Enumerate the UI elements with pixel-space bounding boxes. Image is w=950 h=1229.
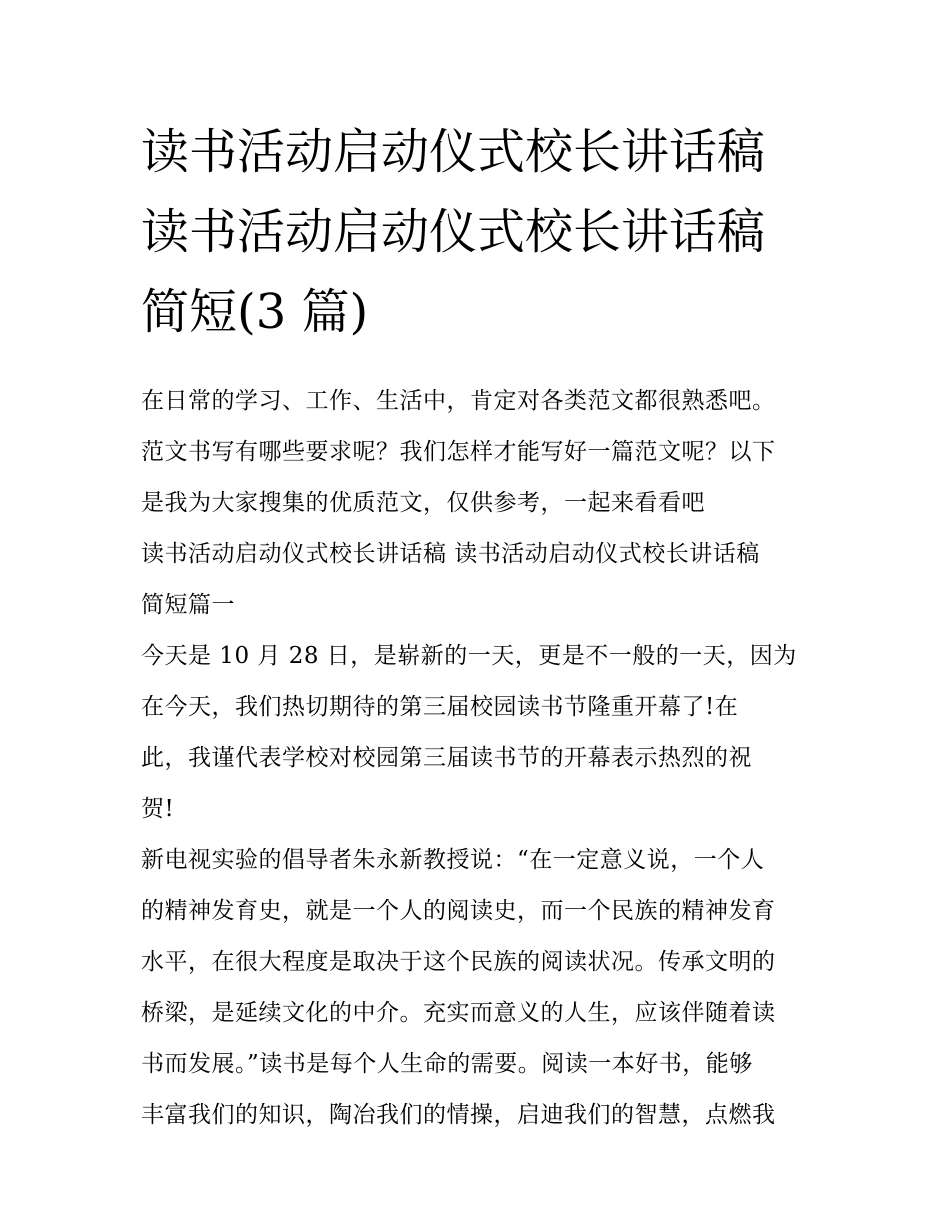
title-line: 读书活动启动仪式校长讲话稿	[141, 204, 766, 260]
text-line: 水平，在很大程度是取决于这个民族的阅读状况。传承文明的	[141, 949, 776, 975]
text-line: 读书活动启动仪式校长讲话稿 读书活动启动仪式校长讲话稿	[141, 541, 760, 567]
text-line: 范文书写有哪些要求呢？我们怎样才能写好一篇范文呢？以下	[141, 439, 776, 465]
opening-paragraph	[141, 631, 821, 835]
document-title	[141, 112, 821, 352]
text-line: 的精神发育史，就是一个人的阅读史，而一个民族的精神发育	[141, 898, 776, 924]
text-line: 在日常的学习、工作、生活中，肯定对各类范文都很熟悉吧。	[141, 388, 776, 414]
document-body	[141, 376, 821, 1141]
text-line: 简短篇一	[141, 592, 235, 618]
text-line: 今天是 10 月 28 日，是崭新的一天，更是不一般的一天，因为	[141, 643, 797, 669]
text-line: 书而发展。”读书是每个人生命的需要。阅读一本好书，能够	[141, 1051, 753, 1077]
text-line: 此，我谨代表学校对校园第三届读书节的开幕表示热烈的祝	[141, 745, 752, 771]
text-line: 在今天，我们热切期待的第三届校园读书节隆重开幕了!在	[141, 694, 739, 720]
section-heading-paragraph	[141, 529, 821, 631]
text-line: 桥梁，是延续文化的中介。充实而意义的人生，应该伴随着读	[141, 1000, 776, 1026]
text-line: 新电视实验的倡导者朱永新教授说：“在一定意义说，一个人	[141, 847, 765, 873]
document-page	[141, 112, 821, 1141]
intro-paragraph	[141, 376, 821, 529]
title-line: 简短(3 篇)	[141, 284, 369, 340]
text-line: 丰富我们的知识，陶冶我们的情操，启迪我们的智慧，点燃我	[141, 1102, 776, 1128]
quote-paragraph	[141, 835, 821, 1141]
text-line: 贺!	[141, 796, 175, 822]
text-line: 是我为大家搜集的优质范文，仅供参考，一起来看看吧	[141, 490, 705, 516]
title-line: 读书活动启动仪式校长讲话稿	[141, 124, 766, 180]
